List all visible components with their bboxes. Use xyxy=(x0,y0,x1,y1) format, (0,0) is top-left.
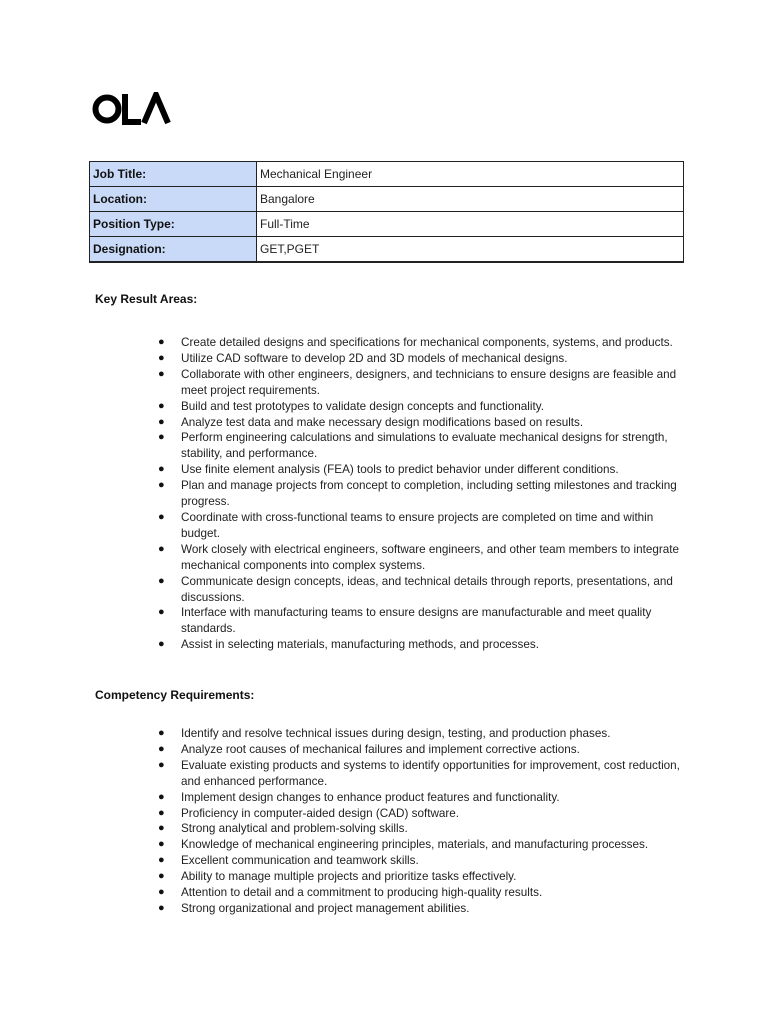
bullet-icon: ● xyxy=(158,854,165,867)
location-label: Location: xyxy=(90,187,257,212)
list-item-text: Build and test prototypes to validate design concepts and functionality. xyxy=(181,399,544,413)
list-item-text: Assist in selecting materials, manufacturing methods, and processes. xyxy=(181,638,539,652)
list-item-text: Attention to detail and a commitment to producing high-quality results. xyxy=(181,886,543,900)
position-type-value: Full-Time xyxy=(257,212,684,237)
bullet-icon: ● xyxy=(158,870,165,883)
list-item xyxy=(158,821,681,837)
bullet-icon: ● xyxy=(158,510,165,523)
bullet-icon: ● xyxy=(158,479,165,492)
list-item-text: Analyze test data and make necessary design modifications based on results. xyxy=(181,415,584,429)
list-item xyxy=(158,885,681,901)
list-item xyxy=(158,335,681,351)
ola-logo xyxy=(92,92,172,130)
bullet-icon: ● xyxy=(158,415,165,428)
bullet-icon: ● xyxy=(158,758,165,771)
designation-label: Designation: xyxy=(90,237,257,263)
list-item-text: Identify and resolve technical issues during design, testing, and production phases. xyxy=(181,727,611,740)
job-info-table xyxy=(89,161,684,263)
bullet-icon: ● xyxy=(158,606,165,619)
list-item-text: Excellent communication and teamwork skills. xyxy=(181,854,419,868)
list-item-text: Communicate design concepts, ideas, and technical details through reports, presentations, and discussions. xyxy=(181,574,673,604)
bullet-icon: ● xyxy=(158,886,165,899)
table-row xyxy=(90,237,684,263)
bullet-icon: ● xyxy=(158,463,165,476)
designation-value: GET,PGET xyxy=(257,237,684,263)
key-result-areas-heading: Key Result Areas: xyxy=(95,292,198,306)
job-title-value: Mechanical Engineer xyxy=(257,162,684,187)
list-item xyxy=(158,367,681,399)
bullet-icon: ● xyxy=(158,727,165,739)
bullet-icon: ● xyxy=(158,431,165,444)
list-item-text: Strong organizational and project management abilities. xyxy=(181,901,470,915)
list-item xyxy=(158,462,681,478)
list-item-text: Ability to manage multiple projects and prioritize tasks effectively. xyxy=(181,870,517,884)
list-item-text: Evaluate existing products and systems to identify opportunities for improvement, cost reduction, and enhanced performance. xyxy=(181,758,680,788)
competency-requirements-list xyxy=(158,726,681,917)
list-item xyxy=(158,758,681,790)
bullet-icon: ● xyxy=(158,901,165,914)
list-item-text: Create detailed designs and specifications for mechanical components, systems, and products. xyxy=(181,336,673,349)
list-item-text: Utilize CAD software to develop 2D and 3D models of mechanical designs. xyxy=(181,351,568,365)
list-item-text: Knowledge of mechanical engineering principles, materials, and manufacturing processes. xyxy=(181,838,649,852)
bullet-icon: ● xyxy=(158,542,165,555)
location-value: Bangalore xyxy=(257,187,684,212)
bullet-icon: ● xyxy=(158,790,165,803)
table-row xyxy=(90,187,684,212)
competency-requirements-heading: Competency Requirements: xyxy=(95,688,255,702)
list-item xyxy=(158,837,681,853)
list-item-text: Use finite element analysis (FEA) tools to predict behavior under different conditions. xyxy=(181,463,619,477)
bullet-icon: ● xyxy=(158,351,165,364)
list-item xyxy=(158,430,681,462)
list-item xyxy=(158,790,681,806)
list-item xyxy=(158,605,681,637)
ola-logo-graphic xyxy=(92,92,172,130)
list-item xyxy=(158,637,681,653)
list-item xyxy=(158,542,681,574)
bullet-icon: ● xyxy=(158,399,165,412)
bullet-icon: ● xyxy=(158,742,165,755)
list-item xyxy=(158,415,681,431)
list-item xyxy=(158,351,681,367)
list-item xyxy=(158,901,681,917)
list-item xyxy=(158,399,681,415)
bullet-icon: ● xyxy=(158,822,165,835)
list-item xyxy=(158,806,681,822)
list-item-text: Work closely with electrical engineers, software engineers, and other team members to integrate mechanical components into complex systems. xyxy=(181,542,680,572)
list-item-text: Perform engineering calculations and simulations to evaluate mechanical designs for strength, stability, and performance. xyxy=(181,431,668,461)
bullet-icon: ● xyxy=(158,367,165,380)
list-item xyxy=(158,869,681,885)
table-row xyxy=(90,212,684,237)
list-item-text: Strong analytical and problem-solving skills. xyxy=(181,822,408,836)
bullet-icon: ● xyxy=(158,574,165,587)
job-title-label: Job Title: xyxy=(90,162,257,187)
table-row xyxy=(90,162,684,187)
list-item xyxy=(158,742,681,758)
bullet-icon: ● xyxy=(158,806,165,819)
list-item-text: Collaborate with other engineers, designers, and technicians to ensure designs are feasible and meet project requirements. xyxy=(181,367,677,397)
list-item-text: Plan and manage projects from concept to completion, including setting milestones and tracking progress. xyxy=(181,479,677,509)
list-item xyxy=(158,510,681,542)
bullet-icon: ● xyxy=(158,638,165,651)
list-item xyxy=(158,853,681,869)
bullet-icon: ● xyxy=(158,838,165,851)
list-item-text: Coordinate with cross-functional teams to ensure projects are completed on time and within budget. xyxy=(181,510,654,540)
list-item-text: Interface with manufacturing teams to ensure designs are manufacturable and meet quality standards. xyxy=(181,606,652,636)
list-item xyxy=(158,726,681,742)
list-item-text: Analyze root causes of mechanical failures and implement corrective actions. xyxy=(181,742,580,756)
key-result-areas-list xyxy=(158,335,681,653)
list-item-text: Implement design changes to enhance product features and functionality. xyxy=(181,790,560,804)
position-type-label: Position Type: xyxy=(90,212,257,237)
list-item-text: Proficiency in computer-aided design (CAD) software. xyxy=(181,806,460,820)
list-item xyxy=(158,574,681,606)
list-item xyxy=(158,478,681,510)
bullet-icon: ● xyxy=(158,336,165,348)
